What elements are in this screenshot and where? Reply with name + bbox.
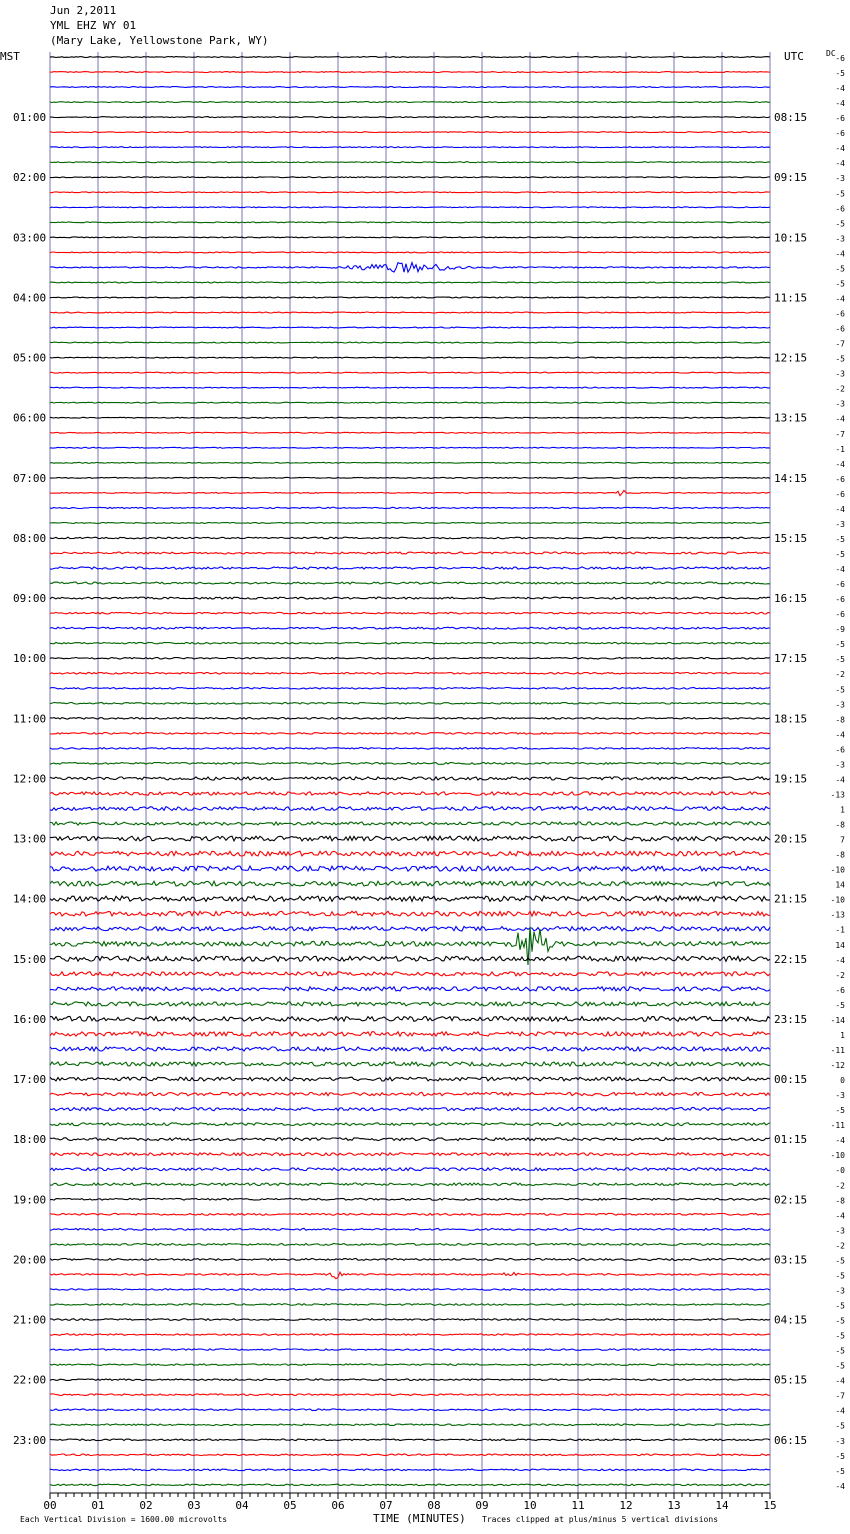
trace-row <box>50 1409 770 1411</box>
trace-row <box>50 477 770 478</box>
hour-label-mst: 23:00 <box>13 1433 47 1447</box>
dc-offset: -0 <box>835 1166 845 1176</box>
dc-offset: -5 <box>835 1106 845 1116</box>
dc-offset: -14 <box>830 1015 845 1025</box>
trace-row <box>50 282 770 283</box>
hour-label-utc: 14:15 <box>774 471 808 485</box>
dc-offset: -13 <box>830 910 845 920</box>
trace-row <box>50 718 770 720</box>
hour-label-utc: 23:15 <box>774 1012 808 1026</box>
trace-row <box>50 297 770 298</box>
dc-offset: -6 <box>835 129 845 139</box>
trace-row <box>50 72 770 73</box>
hour-label-mst: 13:00 <box>13 832 47 846</box>
dc-offset: -4 <box>835 84 845 94</box>
trace-row <box>50 1304 770 1306</box>
dc-offset: -3 <box>835 519 845 529</box>
dc-offset: -6 <box>835 985 845 995</box>
dc-offset: -2 <box>835 970 845 980</box>
trace-row <box>50 490 770 495</box>
trace-row <box>50 896 770 901</box>
dc-offset: -10 <box>830 865 845 875</box>
hour-label-mst: 22:00 <box>13 1373 47 1387</box>
trace-row <box>50 507 770 508</box>
dc-offset: -5 <box>835 1421 845 1431</box>
trace-row <box>50 147 770 148</box>
trace-row <box>50 972 770 976</box>
dc-offset: -3 <box>835 174 845 184</box>
trace-row <box>50 1002 770 1006</box>
x-tick-label: 07 <box>379 1499 393 1512</box>
trace-row <box>50 263 770 273</box>
trace-row <box>50 911 770 916</box>
dc-offset: -8 <box>835 850 845 860</box>
dc-offset: -5 <box>835 354 845 364</box>
trace-row <box>50 927 770 932</box>
trace-row <box>50 252 770 253</box>
dc-offset: -3 <box>835 1091 845 1101</box>
trace-row <box>50 1183 770 1186</box>
dc-offset: -4 <box>835 730 845 740</box>
x-tick-label: 05 <box>283 1499 297 1512</box>
dc-offset: -5 <box>835 1361 845 1371</box>
trace-row <box>50 881 770 886</box>
dc-offset: -11 <box>830 1045 845 1055</box>
x-tick-label: 12 <box>619 1499 633 1512</box>
trace-row <box>50 1062 770 1066</box>
trace-row <box>50 582 770 584</box>
dc-offset: -4 <box>835 1211 845 1221</box>
hour-label-mst: 01:00 <box>13 111 47 125</box>
trace-row <box>50 1228 770 1230</box>
dc-offset: -5 <box>835 1256 845 1266</box>
trace-row <box>50 1047 770 1051</box>
dc-offset: -5 <box>835 534 845 544</box>
hour-label-mst: 03:00 <box>13 231 47 245</box>
trace-row <box>50 192 770 193</box>
trace-row <box>50 822 770 825</box>
trace-row <box>50 1108 770 1111</box>
hour-label-mst: 07:00 <box>13 471 47 485</box>
dc-offset: -4 <box>835 565 845 575</box>
dc-offset: -3 <box>835 399 845 409</box>
dc-offset: -5 <box>835 1466 845 1476</box>
dc-offset: -5 <box>835 685 845 695</box>
dc-offset: -5 <box>835 1331 845 1341</box>
hour-label-mst: 12:00 <box>13 772 47 786</box>
trace-row <box>50 657 770 659</box>
dc-offset: -5 <box>835 1301 845 1311</box>
trace-row <box>50 1123 770 1126</box>
dc-offset: -5 <box>835 1451 845 1461</box>
dc-offset: 14 <box>835 880 845 890</box>
trace-row <box>50 177 770 178</box>
trace-row <box>50 1258 770 1260</box>
dc-offset: -7 <box>835 339 845 349</box>
hour-label-utc: 21:15 <box>774 892 808 906</box>
trace-row <box>50 87 770 88</box>
x-tick-label: 15 <box>763 1499 777 1512</box>
dc-offset: -4 <box>835 1406 845 1416</box>
dc-offset: -3 <box>835 1226 845 1236</box>
trace-row <box>50 688 770 690</box>
trace-row <box>50 162 770 163</box>
dc-offset: -5 <box>835 640 845 650</box>
trace-row <box>50 357 770 358</box>
trace-row <box>50 432 770 433</box>
dc-offset: -4 <box>835 414 845 424</box>
x-tick-label: 14 <box>715 1499 729 1512</box>
dc-offset: -2 <box>835 670 845 680</box>
dc-offset: -4 <box>835 955 845 965</box>
trace-row <box>50 552 770 554</box>
hour-label-mst: 08:00 <box>13 531 47 545</box>
hour-label-utc: 12:15 <box>774 351 808 365</box>
trace-row <box>50 733 770 735</box>
trace-row <box>50 207 770 208</box>
trace-row <box>50 763 770 765</box>
trace-row <box>50 1424 770 1426</box>
hour-label-utc: 00:15 <box>774 1073 808 1087</box>
x-tick-label: 00 <box>43 1499 57 1512</box>
hour-label-utc: 20:15 <box>774 832 808 846</box>
trace-row <box>50 1168 770 1171</box>
trace-row <box>50 777 770 780</box>
dc-offset: -7 <box>835 429 845 439</box>
hour-label-utc: 17:15 <box>774 652 808 666</box>
hour-label-mst: 19:00 <box>13 1193 47 1207</box>
dc-offset: -3 <box>835 369 845 379</box>
dc-offset-labels <box>831 54 846 1491</box>
trace-row <box>50 927 770 966</box>
trace-row <box>50 1364 770 1366</box>
hour-label-utc: 04:15 <box>774 1313 808 1327</box>
dc-offset: -4 <box>835 775 845 785</box>
dc-offset: -9 <box>835 625 845 635</box>
trace-row <box>50 1077 770 1081</box>
dc-offset: -5 <box>835 1316 845 1326</box>
dc-offset: 1 <box>840 1030 845 1040</box>
hour-label-utc: 15:15 <box>774 531 808 545</box>
x-axis <box>43 1493 776 1512</box>
trace-row <box>50 987 770 991</box>
trace-row <box>50 387 770 388</box>
hour-label-utc: 16:15 <box>774 592 808 606</box>
dc-offset: -6 <box>835 595 845 605</box>
trace-row <box>50 807 770 811</box>
dc-offset: -5 <box>835 1271 845 1281</box>
trace-row <box>50 851 770 856</box>
dc-offset: -5 <box>835 189 845 199</box>
trace-row <box>50 1243 770 1245</box>
trace-row <box>50 447 770 448</box>
dc-offset: 1 <box>840 805 845 815</box>
hour-label-mst: 20:00 <box>13 1253 47 1267</box>
dc-offset: -3 <box>835 1436 845 1446</box>
dc-offset: -4 <box>835 159 845 169</box>
trace-row <box>50 402 770 403</box>
trace-row <box>50 1032 770 1037</box>
dc-offset: 0 <box>840 1076 845 1086</box>
x-tick-label: 08 <box>427 1499 441 1512</box>
trace-row <box>50 57 770 58</box>
dc-offset: -5 <box>835 264 845 274</box>
trace-row <box>50 312 770 313</box>
trace-row <box>50 1153 770 1156</box>
header-location: (Mary Lake, Yellowstone Park, WY) <box>50 34 269 47</box>
trace-row <box>50 417 770 418</box>
trace-row <box>50 1469 770 1471</box>
trace-row <box>50 237 770 238</box>
dc-offset: -4 <box>835 1481 845 1491</box>
trace-row <box>50 1379 770 1381</box>
hour-label-mst: 09:00 <box>13 592 47 606</box>
trace-row <box>50 1272 770 1279</box>
dc-offset: -12 <box>830 1061 845 1071</box>
hour-label-mst: 02:00 <box>13 171 47 185</box>
hour-label-utc: 05:15 <box>774 1373 808 1387</box>
dc-offset: -3 <box>835 1286 845 1296</box>
dc-offset: -4 <box>835 144 845 154</box>
trace-row <box>50 642 770 644</box>
hour-label-mst: 06:00 <box>13 411 47 425</box>
trace-row <box>50 1319 770 1321</box>
x-tick-label: 13 <box>667 1499 681 1512</box>
dc-offset: -5 <box>835 219 845 229</box>
dc-label: DC <box>826 49 836 58</box>
dc-offset: -3 <box>835 760 845 770</box>
x-axis-title: TIME (MINUTES) <box>373 1512 466 1525</box>
dc-offset: -6 <box>835 489 845 499</box>
trace-row <box>50 836 770 841</box>
dc-offset: -2 <box>835 384 845 394</box>
hour-label-utc: 10:15 <box>774 231 808 245</box>
dc-offset: -2 <box>835 1181 845 1191</box>
dc-offset: -4 <box>835 294 845 304</box>
trace-row <box>50 342 770 343</box>
x-tick-label: 09 <box>475 1499 489 1512</box>
dc-offset: -5 <box>835 69 845 79</box>
hour-label-utc: 06:15 <box>774 1433 808 1447</box>
dc-offset: -6 <box>835 309 845 319</box>
dc-offset: -13 <box>830 790 845 800</box>
trace-row <box>50 627 770 629</box>
hour-label-mst: 16:00 <box>13 1012 47 1026</box>
dc-offset: -2 <box>835 1241 845 1251</box>
trace-row <box>50 1213 770 1215</box>
dc-offset: -8 <box>835 820 845 830</box>
trace-row <box>50 1138 770 1141</box>
trace-row <box>50 672 770 674</box>
hour-label-utc: 18:15 <box>774 712 808 726</box>
trace-group <box>50 57 770 1486</box>
dc-offset: -5 <box>835 279 845 289</box>
dc-offset: -5 <box>835 1346 845 1356</box>
dc-offset: -5 <box>835 549 845 559</box>
x-tick-label: 03 <box>187 1499 201 1512</box>
dc-offset: -3 <box>835 234 845 244</box>
hour-label-utc: 01:15 <box>774 1133 808 1147</box>
footer-clip-note: Traces clipped at plus/minus 5 vertical divisions <box>482 1515 719 1524</box>
dc-offset: -4 <box>835 459 845 469</box>
hour-label-utc: 02:15 <box>774 1193 808 1207</box>
dc-offset: -5 <box>835 655 845 665</box>
x-tick-label: 02 <box>139 1499 153 1512</box>
trace-row <box>50 372 770 373</box>
trace-row <box>50 132 770 133</box>
hour-label-mst: 15:00 <box>13 952 47 966</box>
dc-offset: -6 <box>835 204 845 214</box>
hour-label-mst: 11:00 <box>13 712 47 726</box>
trace-row <box>50 462 770 463</box>
dc-offset: -5 <box>835 1000 845 1010</box>
hour-label-utc: 03:15 <box>774 1253 808 1267</box>
dc-offset: -6 <box>835 114 845 124</box>
dc-offset: -10 <box>830 895 845 905</box>
trace-row <box>50 612 770 614</box>
dc-offset: -4 <box>835 249 845 259</box>
x-tick-label: 04 <box>235 1499 249 1512</box>
trace-row <box>50 1092 770 1095</box>
hour-label-utc: 09:15 <box>774 171 808 185</box>
trace-row <box>50 117 770 118</box>
hour-label-mst: 14:00 <box>13 892 47 906</box>
trace-row <box>50 703 770 705</box>
trace-row <box>50 748 770 750</box>
hour-label-utc: 11:15 <box>774 291 808 305</box>
dc-offset: -7 <box>835 1391 845 1401</box>
hour-label-mst: 21:00 <box>13 1313 47 1327</box>
trace-row <box>50 1394 770 1396</box>
hour-label-utc: 08:15 <box>774 111 808 125</box>
trace-row <box>50 866 770 871</box>
dc-offset: 14 <box>835 940 845 950</box>
hour-label-mst: 10:00 <box>13 652 47 666</box>
dc-offset: -6 <box>835 474 845 484</box>
trace-row <box>50 1439 770 1441</box>
trace-row <box>50 1349 770 1351</box>
hour-label-mst: 04:00 <box>13 291 47 305</box>
x-tick-label: 10 <box>523 1499 537 1512</box>
hour-label-utc: 13:15 <box>774 411 808 425</box>
x-tick-label: 06 <box>331 1499 345 1512</box>
left-axis-title: MST <box>0 50 20 63</box>
hour-label-mst: 18:00 <box>13 1133 47 1147</box>
trace-row <box>50 597 770 599</box>
trace-row <box>50 1289 770 1291</box>
footer-scale-note: Each Vertical Division = 1600.00 microvolts <box>20 1515 228 1524</box>
trace-row <box>50 537 770 539</box>
trace-row <box>50 1334 770 1336</box>
hour-label-mst: 17:00 <box>13 1073 47 1087</box>
hour-label-mst: 05:00 <box>13 351 47 365</box>
dc-offset: -1 <box>835 444 845 454</box>
hour-label-utc: 22:15 <box>774 952 808 966</box>
dc-offset: -6 <box>835 580 845 590</box>
dc-offset: -10 <box>830 1151 845 1161</box>
trace-row <box>50 956 770 961</box>
header-date: Jun 2,2011 <box>50 4 117 17</box>
dc-offset: -6 <box>835 324 845 334</box>
dc-offset: -11 <box>830 1121 845 1131</box>
x-tick-label: 11 <box>571 1499 585 1512</box>
dc-offset: -8 <box>835 715 845 725</box>
dc-offset: -6 <box>835 54 845 63</box>
dc-offset: -6 <box>835 745 845 755</box>
dc-offset: -4 <box>835 1136 845 1146</box>
trace-row <box>50 523 770 524</box>
dc-offset: -8 <box>835 1196 845 1206</box>
x-tick-label: 01 <box>91 1499 105 1512</box>
trace-row <box>50 567 770 569</box>
dc-offset: -1 <box>835 925 845 935</box>
trace-row <box>50 792 770 796</box>
dc-offset: -4 <box>835 1376 845 1386</box>
trace-row <box>50 1198 770 1200</box>
header-station: YML EHZ WY 01 <box>50 19 137 32</box>
trace-row <box>50 102 770 103</box>
trace-row <box>50 222 770 223</box>
trace-row <box>50 1017 770 1022</box>
trace-row <box>50 327 770 328</box>
trace-row <box>50 1484 770 1486</box>
dc-offset: -3 <box>835 700 845 710</box>
hour-label-utc: 19:15 <box>774 772 808 786</box>
dc-offset: -4 <box>835 504 845 514</box>
dc-offset: -6 <box>835 610 845 620</box>
trace-row <box>50 1454 770 1456</box>
right-axis-title: UTC <box>784 50 804 63</box>
dc-offset: 7 <box>840 835 845 845</box>
dc-offset: -4 <box>835 99 845 109</box>
